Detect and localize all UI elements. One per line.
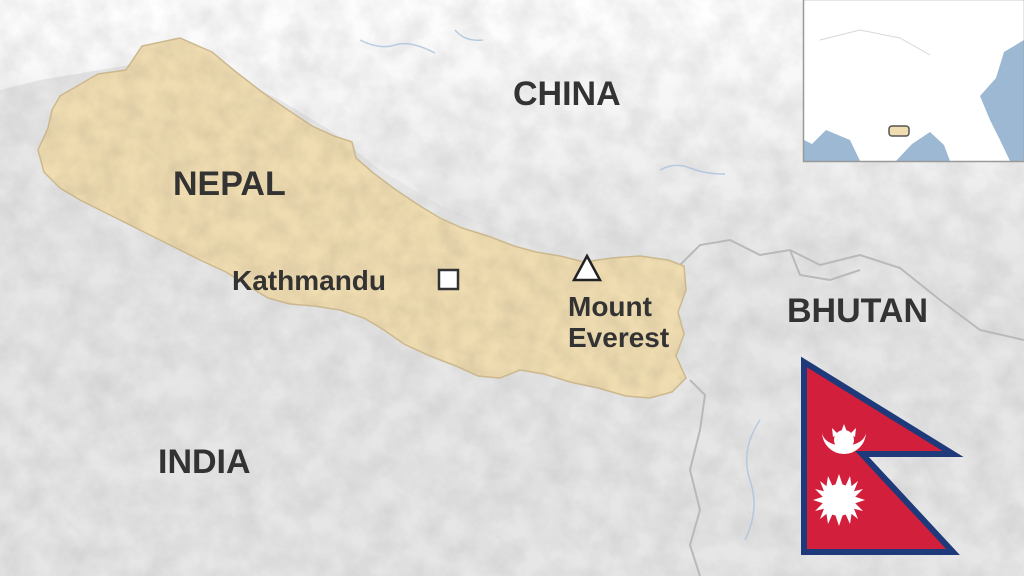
capital-label-kathmandu: Kathmandu xyxy=(232,265,386,296)
locator-inset xyxy=(804,0,1024,162)
inset-locator-marker xyxy=(889,126,909,136)
peak-label-mount-everest xyxy=(568,291,669,353)
country-label-china: CHINA xyxy=(513,75,621,113)
country-label-nepal: NEPAL xyxy=(173,165,286,203)
country-label-bhutan: BHUTAN xyxy=(787,292,929,330)
square-city-marker-icon[interactable] xyxy=(439,270,458,289)
country-label-india: INDIA xyxy=(158,443,251,481)
peak-label-line1: Mount xyxy=(568,291,652,322)
peak-label-line2: Everest xyxy=(568,322,670,353)
